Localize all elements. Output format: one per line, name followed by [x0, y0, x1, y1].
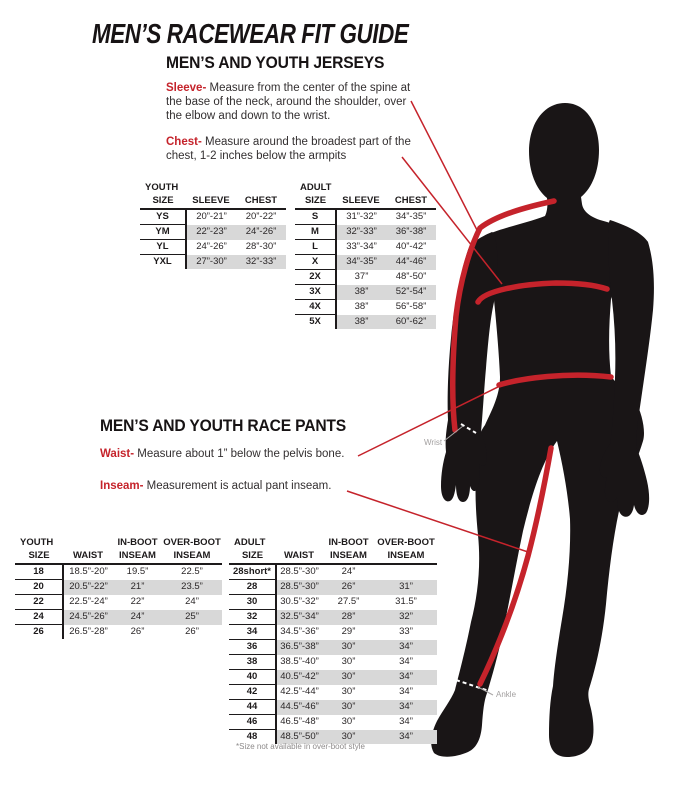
table-upper-header-cell	[186, 182, 236, 194]
table-upper-header-cell	[276, 537, 322, 549]
table-row	[140, 225, 286, 240]
size-cell: 5X	[295, 315, 336, 330]
measure-cell: 33”	[399, 626, 413, 637]
measure-cell: 48”-50”	[395, 271, 427, 282]
size-cell: 38	[229, 655, 276, 670]
table-row	[229, 655, 437, 670]
table-row	[229, 580, 437, 595]
size-cell: 42	[229, 685, 276, 700]
measure-cell: 30”	[322, 640, 375, 655]
measure-cell: 48.5”-50”	[276, 730, 322, 745]
table-header-cell: WAIST	[63, 549, 113, 564]
pants-section-heading: MEN’S AND YOUTH RACE PANTS	[100, 416, 347, 435]
measure-cell: 31”-32”	[346, 211, 377, 223]
size-cell: 46	[229, 715, 276, 730]
page-title: MEN’S RACEWEAR FIT GUIDE	[92, 18, 409, 49]
measure-cell: 26”	[130, 625, 145, 637]
measure-cell: 24”-26”	[236, 225, 286, 240]
measure-cell: 56”-58”	[395, 301, 427, 312]
table-upper-header-cell	[336, 182, 386, 194]
table-row	[295, 285, 436, 300]
measure-cell: 22”	[130, 596, 145, 607]
measure-cell: 20”-22”	[245, 211, 277, 223]
table-header-cell: SLEEVE	[186, 194, 236, 209]
measure-cell: 22”-23”	[186, 225, 236, 240]
size-cell: L	[295, 240, 336, 255]
measure-cell: 60”-62”	[386, 315, 436, 330]
size-table	[229, 537, 437, 744]
size-cell: 18	[15, 564, 63, 580]
size-cell: 28short*	[229, 564, 276, 580]
measure-cell: 23.5”	[162, 580, 222, 595]
measure-cell: 32”	[375, 610, 437, 625]
measure-cell: 21”	[113, 580, 162, 595]
table-row	[140, 209, 286, 225]
table-row	[295, 270, 436, 285]
table-row	[140, 240, 286, 255]
youth-jersey-size-table	[140, 182, 276, 269]
measure-cell: 38”	[354, 301, 369, 312]
size-cell: S	[295, 209, 336, 225]
size-cell: 28	[229, 580, 276, 595]
size-cell: 34	[229, 625, 276, 640]
measure-cell: 26.5”-28”	[69, 625, 108, 637]
inseam-instructions	[100, 479, 331, 493]
measure-cell: 24”	[341, 566, 356, 578]
measure-cell: 32”-33”	[236, 255, 286, 270]
table-row	[295, 300, 436, 315]
measure-cell: 31”	[375, 580, 437, 595]
waist-text: Measure about 1” below the pelvis bone.	[137, 448, 345, 460]
size-cell: YL	[140, 240, 186, 255]
measure-cell: 30”	[341, 656, 356, 667]
table-group-label: YOUTH	[145, 182, 179, 193]
table-upper-header-cell: IN-BOOT	[117, 537, 158, 548]
table-upper-header-cell	[63, 537, 113, 549]
sleeve-label: Sleeve-	[166, 82, 207, 94]
size-cell: 3X	[295, 285, 336, 300]
table-row	[229, 670, 437, 685]
table-header-cell: SIZE	[140, 194, 186, 209]
table-row	[229, 625, 437, 640]
measure-cell: 24”	[113, 610, 162, 625]
size-table	[295, 182, 436, 329]
table-row	[15, 595, 222, 610]
table-group-label: ADULT	[234, 537, 266, 548]
measure-cell: 28”-30”	[245, 241, 277, 252]
size-cell: 32	[229, 610, 276, 625]
measure-cell: 30”	[322, 670, 375, 685]
table-group-label: ADULT	[300, 182, 332, 193]
measure-cell: 30.5”-32”	[280, 596, 319, 607]
wrist-callout-label: Wrist	[424, 438, 443, 447]
table-header-cell: SIZE	[295, 194, 336, 209]
measure-cell: 26”	[185, 625, 199, 637]
measure-cell: 29”	[341, 626, 356, 637]
measure-cell: 22.5”-24”	[69, 596, 108, 607]
measure-cell: 28.5”-30”	[280, 566, 319, 578]
table-upper-header-cell: IN-BOOT	[328, 537, 369, 548]
measure-cell: 30”	[322, 730, 375, 745]
size-table	[140, 182, 286, 269]
measure-cell: 24.5”-26”	[63, 610, 113, 625]
sleeve-instructions	[166, 81, 418, 123]
measure-cell: 30”	[341, 686, 356, 697]
measure-cell: 38.5”-40”	[280, 656, 319, 667]
measure-cell: 28.5”-30”	[276, 580, 322, 595]
table-row	[229, 700, 437, 715]
ankle-callout-label: Ankle	[496, 690, 517, 699]
measure-cell: 34”	[375, 670, 437, 685]
waist-label: Waist-	[100, 448, 135, 460]
size-cell: 2X	[295, 270, 336, 285]
measure-cell: 20.5”-22”	[63, 580, 113, 595]
measure-cell: 27”-30”	[186, 255, 236, 270]
measure-cell: 25”	[162, 610, 222, 625]
table-row	[229, 610, 437, 625]
measure-cell: 22.5”	[181, 566, 203, 578]
size-cell: YS	[140, 209, 186, 225]
table-upper-header-cell: OVER-BOOT	[377, 537, 435, 548]
table-header-cell: CHEST	[236, 194, 286, 209]
size-cell: X	[295, 255, 336, 270]
table-row	[295, 255, 436, 270]
table-row	[15, 580, 222, 595]
table-header-cell: INSEAM	[322, 549, 375, 564]
adult-pants-size-table	[229, 537, 435, 744]
measure-cell: 18.5”-20”	[69, 566, 108, 578]
table-row	[229, 564, 437, 580]
measure-cell: 37”	[354, 271, 369, 282]
table-upper-header-cell	[386, 182, 436, 194]
youth-pants-size-table	[15, 537, 221, 639]
size-cell: 48	[229, 730, 276, 745]
measure-cell: 27.5”	[337, 596, 360, 607]
size-cell: YXL	[140, 255, 186, 270]
table-row	[295, 225, 436, 240]
table-header-cell: CHEST	[386, 194, 436, 209]
measure-cell: 34”	[399, 656, 413, 667]
chest-text: Measure around the broadest part of the chest, 1-2 inches below the armpits	[166, 136, 411, 162]
size-table	[15, 537, 222, 639]
table-row	[140, 255, 286, 270]
table-row	[15, 610, 222, 625]
table-row	[295, 209, 436, 225]
table-upper-header-cell	[236, 182, 286, 194]
measure-cell: 26”	[322, 580, 375, 595]
measure-cell: 38”	[336, 315, 386, 330]
measure-cell: 34”	[375, 730, 437, 745]
table-row	[15, 564, 222, 580]
measure-cell: 46.5”-48”	[280, 716, 319, 727]
measure-cell: 34”	[399, 686, 413, 697]
measure-cell: 28”	[322, 610, 375, 625]
adult-jersey-size-table	[295, 182, 426, 329]
measure-cell: 38”	[336, 285, 386, 300]
size-cell: 24	[15, 610, 63, 625]
measure-cell: 32.5”-34”	[276, 610, 322, 625]
measure-cell: 40.5”-42”	[276, 670, 322, 685]
chest-instructions	[166, 135, 418, 163]
size-cell: 44	[229, 700, 276, 715]
measure-cell	[375, 564, 437, 580]
waist-instructions	[100, 447, 344, 461]
table-header-cell: INSEAM	[113, 549, 162, 564]
measure-cell: 44.5”-46”	[276, 700, 322, 715]
sleeve-text: Measure from the center of the spine at the base of the neck, around the shoulder, over the elbow and down to the wrist.	[166, 82, 411, 122]
table-header-cell: SLEEVE	[336, 194, 386, 209]
measure-cell: 44”-46”	[386, 255, 436, 270]
table-upper-header-cell: OVER-BOOT	[163, 537, 221, 548]
size-cell: 30	[229, 595, 276, 610]
inseam-label: Inseam-	[100, 480, 144, 492]
table-row	[295, 315, 436, 330]
table-row	[229, 685, 437, 700]
size-cell: 36	[229, 640, 276, 655]
overboot-footnote: *Size not available in over-boot style	[236, 742, 365, 751]
table-header-cell: SIZE	[15, 549, 63, 564]
measure-cell: 30”	[341, 716, 356, 727]
jerseys-section-heading: MEN’S AND YOUTH JERSEYS	[166, 53, 385, 72]
measure-cell: 34”	[375, 640, 437, 655]
measure-cell: 34”	[399, 716, 413, 727]
size-cell: 4X	[295, 300, 336, 315]
table-row	[229, 715, 437, 730]
measure-cell: 32”-33”	[336, 225, 386, 240]
measure-cell: 20”-21”	[196, 211, 227, 223]
size-cell: YM	[140, 225, 186, 240]
size-cell: 26	[15, 625, 63, 640]
measure-cell: 24”	[185, 596, 199, 607]
measure-cell: 33”-34”	[346, 241, 377, 252]
table-header-cell: SIZE	[229, 549, 276, 564]
measure-cell: 52”-54”	[386, 285, 436, 300]
table-header-cell: WAIST	[276, 549, 322, 564]
size-cell: 20	[15, 580, 63, 595]
table-row	[229, 640, 437, 655]
measure-cell: 36”-38”	[386, 225, 436, 240]
measure-cell: 34”-35”	[395, 211, 427, 223]
inseam-text: Measurement is actual pant inseam.	[146, 480, 332, 492]
table-row	[229, 595, 437, 610]
size-cell: 22	[15, 595, 63, 610]
measure-cell: 24”-26”	[196, 241, 227, 252]
size-cell: 40	[229, 670, 276, 685]
measure-cell: 34”-35”	[336, 255, 386, 270]
measure-cell: 34.5”-36”	[280, 626, 319, 637]
table-row	[15, 625, 222, 640]
measure-cell: 19.5”	[126, 566, 149, 578]
table-group-label: YOUTH	[20, 537, 54, 548]
measure-cell: 34”	[375, 700, 437, 715]
chest-label: Chest-	[166, 136, 202, 148]
measure-cell: 31.5”	[395, 596, 417, 607]
size-cell: M	[295, 225, 336, 240]
measure-cell: 42.5”-44”	[280, 686, 319, 697]
table-header-cell: INSEAM	[162, 549, 222, 564]
table-header-cell: INSEAM	[375, 549, 437, 564]
measure-cell: 40”-42”	[395, 241, 427, 252]
measure-cell: 30”	[322, 700, 375, 715]
measure-cell: 36.5”-38”	[276, 640, 322, 655]
table-row	[295, 240, 436, 255]
